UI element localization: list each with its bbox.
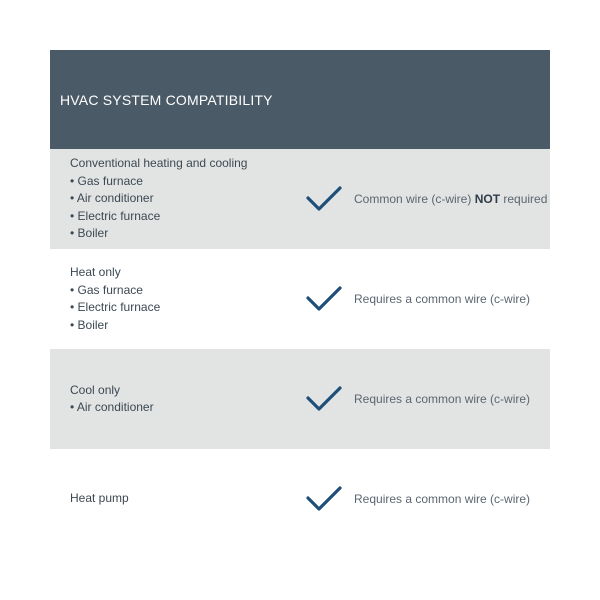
checkmark-icon [304, 184, 344, 214]
list-item: • Air conditioner [70, 191, 154, 206]
system-type-title: Heat pump [70, 491, 129, 506]
system-type-cell [50, 155, 280, 243]
system-type-title: Heat only [70, 265, 121, 279]
list-item: • Gas furnace [70, 282, 143, 297]
table-row-conventional [50, 149, 550, 249]
requirement-text: Requires a common wire (c-wire) [354, 392, 531, 406]
list-item: • Electric furnace [70, 208, 161, 223]
system-type-title: Conventional heating and cooling [70, 156, 248, 171]
list-item: • Gas furnace [70, 173, 143, 188]
requirement-text: Requires a common wire (c-wire) [354, 492, 531, 506]
checkmark-icon [304, 384, 344, 414]
requirement-text: Requires a common wire (c-wire) [354, 292, 531, 306]
system-type-title: Cool only [70, 382, 121, 397]
table-row-heat-pump [50, 449, 550, 549]
compatibility-table [50, 50, 550, 549]
table-row-cool-only [50, 349, 550, 449]
system-type-cell [50, 490, 280, 508]
list-item: • Boiler [70, 226, 109, 241]
list-item: • Boiler [70, 317, 109, 332]
page-title: HVAC SYSTEM COMPATIBILITY [60, 91, 273, 108]
system-type-cell [50, 382, 280, 417]
table-header [50, 50, 550, 149]
list-item: • Air conditioner [70, 400, 154, 414]
list-item: • Electric furnace [70, 300, 161, 314]
table-row-heat-only [50, 249, 550, 349]
requirement-text: Common wire (c-wire) NOT required [354, 192, 548, 206]
checkmark-icon [304, 284, 344, 314]
system-type-cell [50, 264, 280, 334]
checkmark-icon [304, 484, 344, 514]
